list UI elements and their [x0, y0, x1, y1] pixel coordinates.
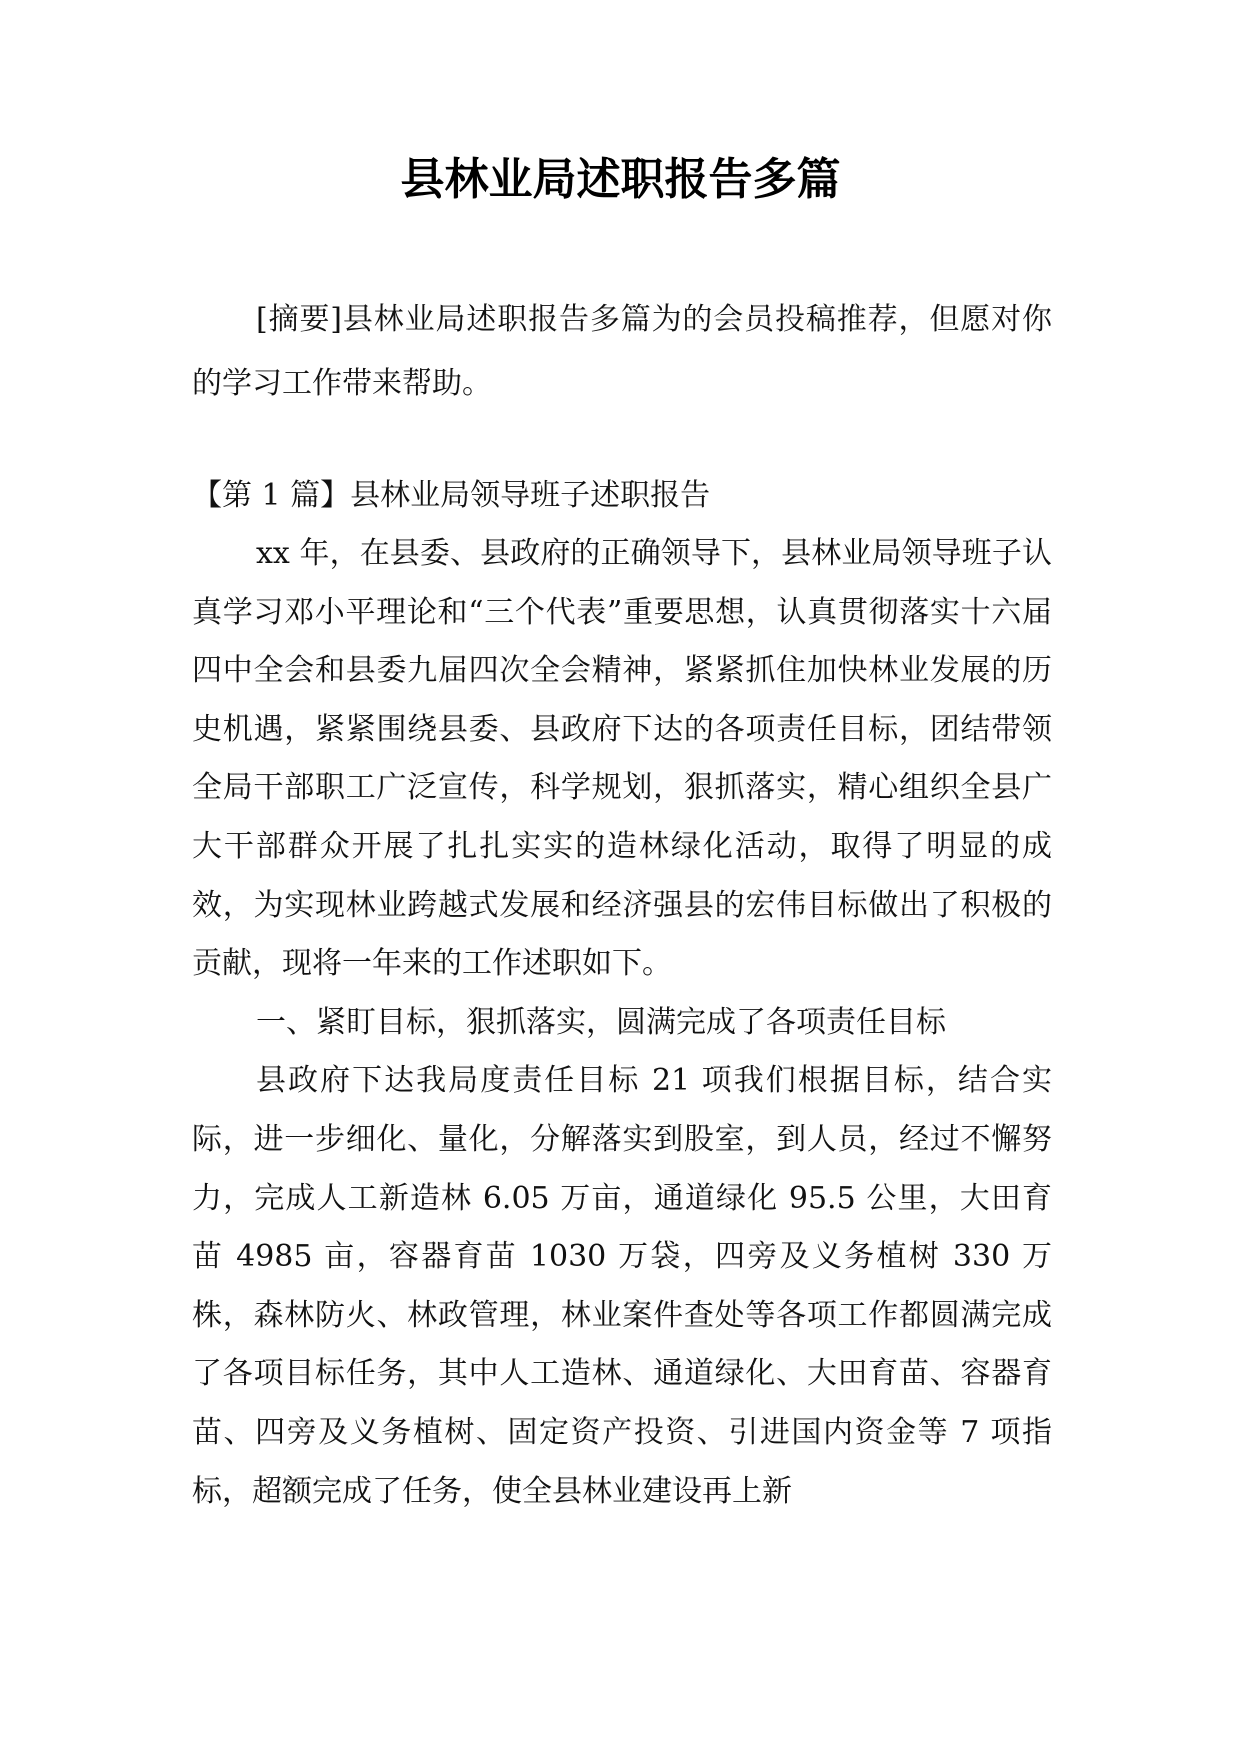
subsection-heading: 一、紧盯目标，狠抓落实，圆满完成了各项责任目标 — [256, 1004, 946, 1040]
abstract-paragraph: [摘要]县林业局述职报告多篇为的会员投稿推荐，但愿对你的学习工作带来帮助。 — [192, 302, 1052, 401]
body-paragraph: 县政府下达我局度责任目标 21 项我们根据目标，结合实际，进一步细化、量化，分解落实到股室，到人员，经过不懈努力，完成人工新造林 6.05 万亩，通道绿化 95.5 公里，大田育苗 4985 亩，容器育苗 1030 万袋，四旁及义务植树 330 万株，森林防火、林政管理，林业案件查处等各项工作都圆满完成了各项目标任务，其中人工造林、通道绿化、大田育苗、容器育苗、四旁及义务植树、固定资产投资、引进国内资金等 7 项指标，超额完成了任务，使全县林业建设再上新 — [192, 1063, 1052, 1509]
document-title: 县林业局述职报告多篇 — [400, 154, 841, 205]
body-text — [192, 525, 1052, 1521]
section-heading: 【第 1 篇】县林业局领导班子述职报告 — [192, 478, 711, 513]
body-paragraph: xx 年，在县委、县政府的正确领导下，县林业局领导班子认真学习邓小平理论和“三个代表”重要思想，认真贯彻落实十六届四中全会和县委九届四次全会精神，紧紧抓住加快林业发展的历史机遇，紧紧围绕县委、县政府下达的各项责任目标，团结带领全局干部职工广泛宣传，科学规划，狠抓落实，精心组织全县广大干部群众开展了扎扎实实的造林绿化活动，取得了明显的成效，为实现林业跨越式发展和经济强县的宏伟目标做出了积极的贡献，现将一年来的工作述职如下。 — [192, 536, 1052, 982]
